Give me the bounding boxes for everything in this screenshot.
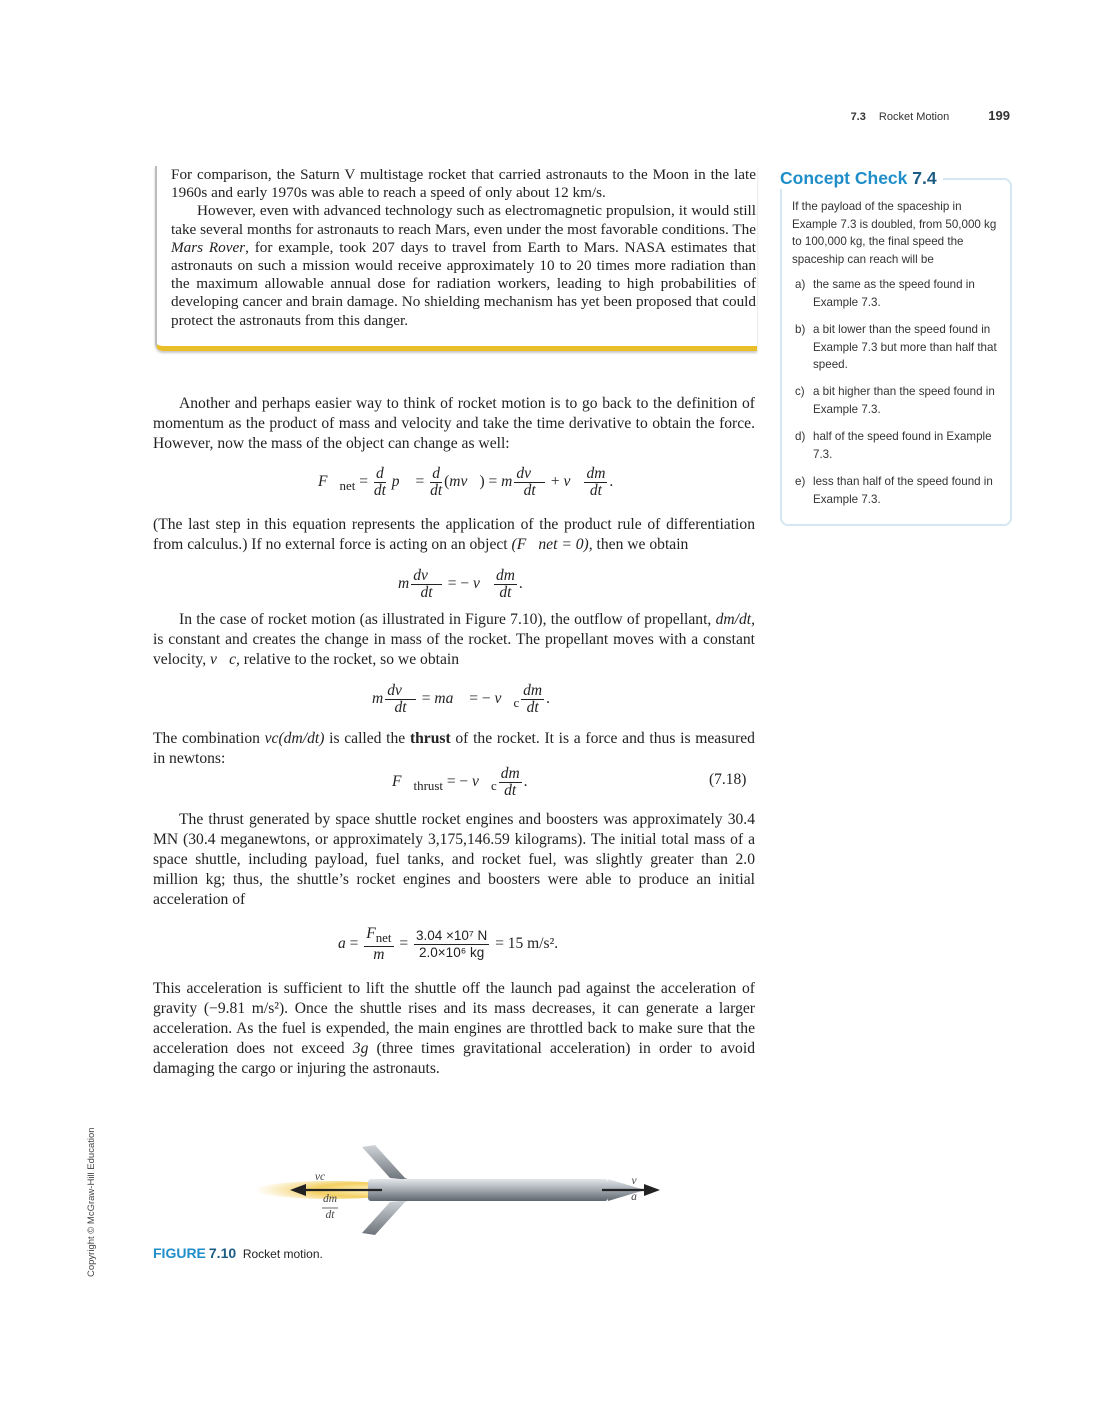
accel-result: = 15 m/s². bbox=[495, 935, 559, 953]
concept-check-option-d[interactable]: d) half of the speed found in Example 7.3. bbox=[795, 430, 992, 461]
momentum-paragraph bbox=[153, 394, 755, 454]
outflow-paragraph bbox=[153, 610, 755, 670]
equation-number: (7.18) bbox=[709, 771, 747, 788]
running-header bbox=[851, 108, 1010, 123]
rocket-fin-bottom bbox=[362, 1200, 410, 1235]
dt-label: dt bbox=[325, 1209, 335, 1221]
copyright-notice: Copyright © McGraw-Hill Education bbox=[86, 1127, 97, 1277]
body-paragraph: This acceleration is sufficient to lift the shuttle off the launch pad against the acceleration of gravity (−9.81 m/s²). Once the shuttle rises and its mass decreases, it can generate a larger acceleration. As the fuel is expended, the main engines are throttled back to make sure that the acceleration does not exceed 3g (three times gravitational acceleration) in order to avoid damaging the cargo or injuring the astronauts. bbox=[153, 980, 755, 1077]
no-force-condition: (F⃗net = 0), bbox=[511, 536, 593, 553]
concept-check-title: Concept Check 7.4 bbox=[780, 168, 943, 189]
concept-check-box bbox=[780, 168, 1012, 526]
concept-check-option-a[interactable]: a) the same as the speed found in Example 7.3. bbox=[795, 278, 975, 309]
concept-check-option-b[interactable]: b) a bit lower than the speed found in Example 7.3 but more than half that speed. bbox=[795, 323, 997, 372]
vc-label: vc bbox=[314, 1171, 326, 1183]
figure-caption: FIGURE 7.10 Rocket motion. bbox=[153, 1245, 323, 1261]
rocket-fin-top bbox=[362, 1145, 410, 1180]
equation-thrust: $F⃗_{thrust}$ = − $v⃗_c$ $\frac{dm}{dt}$ . bbox=[392, 765, 528, 799]
section-title: Rocket Motion bbox=[878, 111, 950, 123]
body-paragraph: The thrust generated by space shuttle rocket engines and boosters was approximately 30.4 MN (30.4 meganewtons, or approximately 3,175,146.59 kilograms). The initial total mass of a space shuttle, including payload, fuel tanks, and rocket fuel, was slightly greater than 2.0 million kg; thus, the shuttle’s rocket engines and boosters were able to produce an initial acceleration of bbox=[153, 811, 755, 908]
body-paragraph: The combination vc(dm/dt) is called the thrust of the rocket. It is a force and thus is measured in newtons: bbox=[153, 730, 755, 767]
boxed-paragraph-2: However, even with advanced technology such as electromagnetic propulsion, it would still take several months for astronauts to reach Mars, even under the most favorable conditions. The Mars Rover, for example, took 207 days to travel from Earth to Mars. NASA estimates that astronauts on such a mission would receive approximately 10 to 20 times more radiation than the maximum allowable annual dose for radiation workers, leading to high probabilities of developing cancer and brain damage. No shielding mechanism has yet been proposed that could protect the astronauts from this danger. bbox=[171, 202, 756, 329]
thrust-term: thrust bbox=[409, 730, 451, 747]
equation-mdv: m $\frac{dv⃗}{dt}$ = − v⃗ $\frac{dm}{dt}$ . bbox=[398, 567, 523, 601]
rocket-figure bbox=[250, 1140, 670, 1240]
equation-ma: m $\frac{dv⃗}{dt}$ = ma⃗ = − $v⃗_c$ $\frac{dm}{dt}$ . bbox=[372, 682, 550, 716]
concept-check-option-c[interactable]: c) a bit higher than the speed found in Example 7.3. bbox=[795, 385, 995, 416]
acceleration-paragraph bbox=[153, 979, 755, 1079]
v-label: v bbox=[631, 1175, 637, 1187]
accel-numerator: 3.04 ×10⁷ N bbox=[416, 928, 488, 944]
thrust-paragraph bbox=[153, 729, 755, 769]
rocket-body bbox=[368, 1179, 608, 1201]
mars-rover-name: Mars Rover bbox=[171, 238, 246, 256]
v-arrow-head bbox=[644, 1184, 660, 1196]
body-paragraph: (The last step in this equation represents the application of the product rule of differentiation from calculus.) If no external force is acting on an object (F⃗net = 0), then we obtain bbox=[153, 516, 755, 553]
dm-label: dm bbox=[322, 1193, 338, 1205]
shuttle-paragraph bbox=[153, 810, 755, 910]
page-number: 199 bbox=[988, 108, 1010, 123]
product-rule-paragraph bbox=[153, 515, 755, 555]
section-number: 7.3 bbox=[850, 111, 866, 123]
accel-denominator: 2.0×10⁶ kg bbox=[419, 945, 485, 961]
body-paragraph: Another and perhaps easier way to think of rocket motion is to go back to the definition of momentum as the product of mass and velocity and take the time derivative to obtain the force. However, now the mass of the object can change as well: bbox=[153, 395, 755, 452]
concept-check-stem: If the payload of the spaceship in Example 7.3 is doubled, from 50,000 kg to 100,000 kg, the final speed the spaceship can reach will be bbox=[792, 200, 997, 266]
a-label: a bbox=[631, 1191, 637, 1203]
boxed-text-panel bbox=[155, 166, 757, 351]
equation-acceleration: a = $\frac{F_{net}}{m}$ = $\frac{\text{3.04 ×10⁷ N}}{\text{2.0×10⁶ kg}}$ = 15 m/s². bbox=[338, 925, 559, 964]
boxed-paragraph-1: For comparison, the Saturn V multistage rocket that carried astronauts to the Moon in the late 1960s and early 1970s was able to reach a speed of only about 12 km/s. bbox=[171, 166, 756, 202]
concept-check-option-e[interactable]: e) less than half of the speed found in Example 7.3. bbox=[795, 475, 993, 506]
body-paragraph: In the case of rocket motion (as illustrated in Figure 7.10), the outflow of propellant, dm/dt, is constant and creates the change in mass of the rocket. The propellant moves with a constant velocity, v⃗c, relative to the rocket, so we obtain bbox=[153, 611, 755, 668]
equation-fnet: $F⃗_{net}$ = $\frac{d}{dt}$ p⃗ = $\frac{d}{dt}$ (mv⃗) = m $\frac{dv⃗}{dt}$ + v⃗ $\frac{dm}{dt}$ . bbox=[318, 465, 614, 499]
